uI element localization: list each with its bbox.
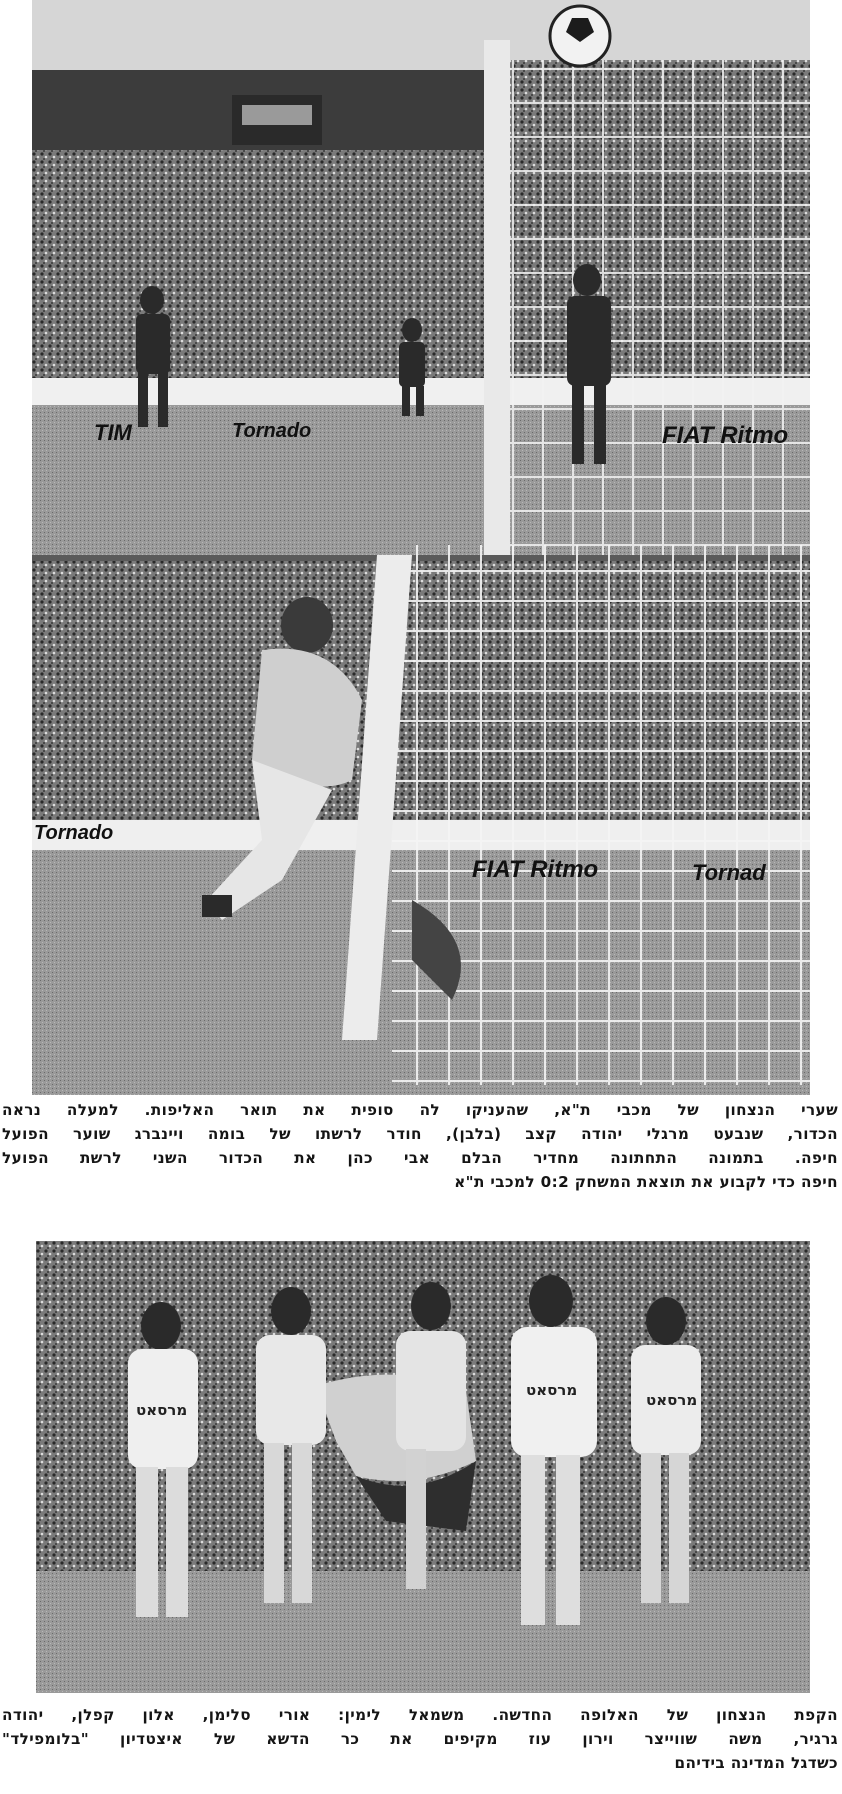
sign-text: TIM [94,420,132,445]
caption-line: חיפה. בתמונה התחתונה מחדיר הבלם אבי כהן את הכדור השני לרשת הפועל [2,1149,838,1167]
caption-line: גרגיר, משה שווייצר וירון עוז מקיפים את כר הדשא של איצטדיון "בלומפילד" [2,1730,838,1748]
caption-top [2,1098,838,1194]
goal-photo-image [32,0,810,1095]
caption-line: הקפת הנצחון של האלופה החדשה. משמאל לימין: אורי סלימן, אלון קפלן, יהודה [2,1706,838,1724]
caption-line: הכדור, שנבעט מרגלי יהודה קצב (בלבן), חודר לרשתו של בומה ויינברג שוער הפועל [2,1125,838,1143]
sign-text: FIAT Ritmo [472,856,599,883]
goal-net [510,60,810,560]
sign-text: FIAT Ritmo [662,422,789,449]
sign-text: Tornado [232,420,312,442]
caption-line: שערי הנצחון של מכבי ת"א, שהעניקו לה סופית את תואר האליפות. למעלה נראה [2,1101,838,1119]
sign-text: Tornad [692,860,766,885]
shirt-text: מרסאט [136,1401,188,1419]
celebration-photo-image [36,1241,810,1693]
celebration-photo [36,1241,810,1693]
goal-net-lower [392,545,810,1085]
caption-line: כשדגל המדינה בידיהם [674,1754,838,1772]
sign-text: Tornado [34,822,114,844]
crowd-stands [32,150,512,380]
shirt-text: מרסאט [646,1391,698,1409]
goalpost [484,40,510,560]
shirt-text: מרסאט [526,1381,578,1399]
caption-line: חיפה כדי לקבוע את תוצאת המשחק 0:2 למכבי ת"א [454,1173,838,1191]
caption-bottom [2,1703,838,1775]
goal-photo [32,0,810,1095]
